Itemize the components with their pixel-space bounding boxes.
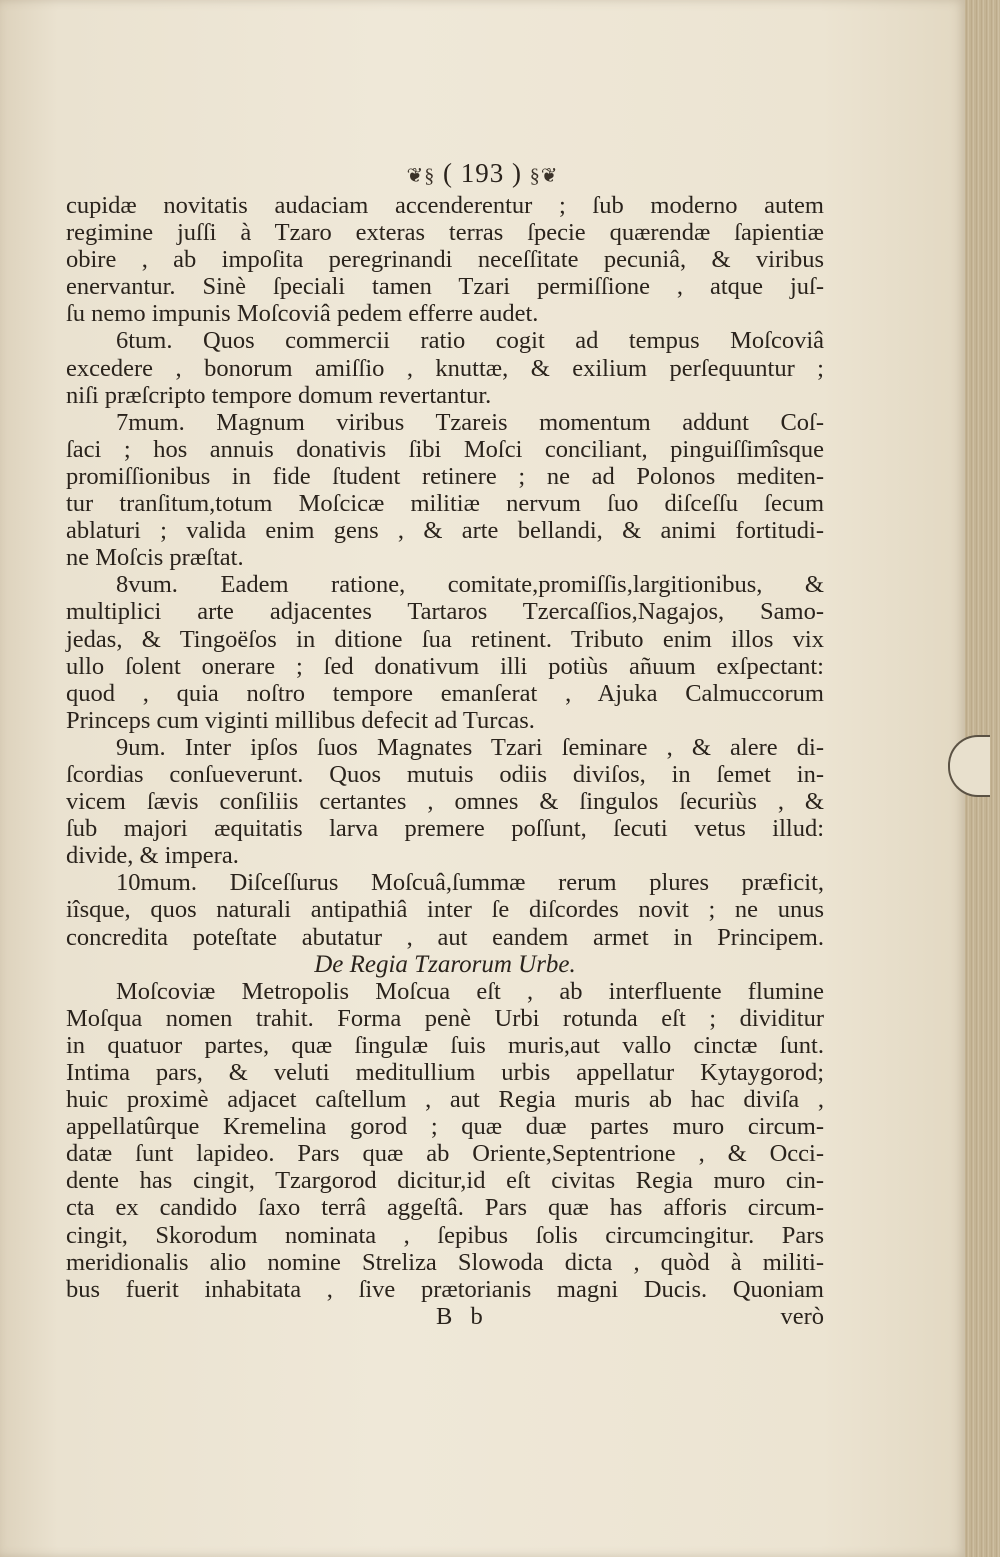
text-line: in quatuor partes, quæ ſingulæ ſuis muris,aut vallo cinctæ ſunt. bbox=[66, 1031, 824, 1059]
text-line: 8vum. Eadem ratione, comitate,promiſſis,largitionibus, & bbox=[116, 571, 824, 599]
text-line: cupidæ novitatis audaciam accenderentur ; ſub moderno autem bbox=[66, 192, 824, 219]
catchword: verò bbox=[780, 1302, 824, 1330]
text-line: jedas, & Tingoëſos in ditione ſua retinent. Tributo enim illos vix bbox=[66, 625, 824, 653]
text-line: ne Moſcis præſtat. bbox=[66, 544, 244, 572]
text-line: ſub majori æquitatis larva premere poſſunt, ſecuti vetus illud: bbox=[66, 815, 824, 843]
text-line: ſcordias conſueverunt. Quos mutuis odiis diviſos, in ſemet in- bbox=[66, 760, 824, 788]
text-line: regimine juſſi à Tzaro exteras terras ſpecie quærendæ ſapientiæ bbox=[66, 219, 824, 247]
text-line: obire , ab impoſita peregrinandi neceſſitate pecuniâ, & viribus bbox=[66, 246, 824, 274]
text-line: 10mum. Diſceſſurus Moſcuâ,ſummæ rerum plures præficit, bbox=[116, 869, 824, 897]
text-line: bus fuerit inhabitata , ſive prætorianis magni Ducis. Quoniam bbox=[66, 1275, 824, 1303]
text-line: niſi præſcripto tempore domum revertantur. bbox=[66, 381, 492, 409]
text-line: 7mum. Magnum viribus Tzareis momentum addunt Coſ- bbox=[116, 408, 824, 436]
text-line: excedere , bonorum amiſſio , knuttæ, & exilium perſequuntur ; bbox=[66, 354, 824, 382]
text-line: divide, & impera. bbox=[66, 842, 239, 870]
text-line: 6tum. Quos commercii ratio cogit ad tempus Moſcoviâ bbox=[116, 327, 824, 355]
page-number: ( 193 ) bbox=[443, 158, 522, 188]
text-line: huic proximè adjacet caſtellum , aut Regia muris ab hac diviſa , bbox=[66, 1086, 824, 1114]
text-line: ſaci ; hos annuis donativis ſibi Moſci conciliant, pinguiſſimîsque bbox=[66, 435, 824, 463]
text-line: enervantur. Sinè ſpeciali tamen Tzari permiſſione , atque juſ- bbox=[66, 273, 824, 301]
body-text bbox=[66, 192, 824, 1333]
text-line: appellatûrque Kremelina gorod ; quæ duæ partes muro circum- bbox=[66, 1113, 824, 1141]
section-heading: De Regia Tzarorum Urbe. bbox=[314, 950, 576, 978]
text-line: cingit, Skorodum nominata , ſepibus ſolis circumcingitur. Pars bbox=[66, 1221, 824, 1249]
text-line: Moſqua nomen trahit. Forma penè Urbi rotunda eſt ; dividitur bbox=[66, 1004, 824, 1032]
text-line: tur tranſitum,totum Moſcicæ militiæ nervum ſuo diſceſſu ſecum bbox=[66, 490, 824, 518]
text-line: quod , quia noſtro tempore emanſerat , Ajuka Calmuccorum bbox=[66, 679, 824, 707]
text-line: dente has cingit, Tzargorod dicitur,id eſt civitas Regia muro cin- bbox=[66, 1167, 824, 1195]
page-header bbox=[0, 158, 965, 189]
left-ornament-icon: ❦§ bbox=[406, 165, 436, 187]
text-line: ullo ſolent onerare ; ſed donativum illi potiùs añuum exſpectant: bbox=[66, 652, 824, 680]
text-line: Princeps cum viginti millibus defecit ad Turcas. bbox=[66, 706, 535, 734]
text-line: Moſcoviæ Metropolis Moſcua eſt , ab interfluente flumine bbox=[116, 977, 824, 1005]
signature-mark: B b bbox=[436, 1302, 489, 1330]
text-line: Intima pars, & veluti meditullium urbis appellatur Kytaygorod; bbox=[66, 1059, 824, 1086]
text-line: datæ ſunt lapideo. Pars quæ ab Oriente,Septentrione , & Occi- bbox=[66, 1140, 824, 1168]
text-line: meridionalis alio nomine Streliza Slowoda dicta , quòd à militi- bbox=[66, 1248, 824, 1276]
text-line: concredita poteſtate abutatur , aut eandem armet in Principem. bbox=[66, 923, 824, 951]
text-line: ſu nemo impunis Moſcoviâ pedem efferre audet. bbox=[66, 300, 539, 328]
text-line: cta ex candido ſaxo terrâ aggeſtâ. Pars quæ has afforis circum- bbox=[66, 1194, 824, 1222]
right-ornament-icon: §❦ bbox=[529, 165, 559, 187]
text-line: ablaturi ; valida enim gens , & arte bellandi, & animi fortitudi- bbox=[66, 517, 824, 545]
text-line: iîsque, quos naturali antipathiâ inter ſe diſcordes novit ; ne unus bbox=[66, 896, 824, 924]
text-line: promiſſionibus in fide ſtudent retinere ; ne ad Polonos mediten- bbox=[66, 462, 824, 490]
text-line: multiplici arte adjacentes Tartaros Tzercaſſios,Nagajos, Samo- bbox=[66, 598, 824, 626]
text-line: vicem ſævis conſiliis certantes , omnes & ſingulos ſecuriùs , & bbox=[66, 788, 824, 816]
text-line: 9um. Inter ipſos ſuos Magnates Tzari ſeminare , & alere di- bbox=[116, 733, 824, 761]
page-footer bbox=[66, 1303, 824, 1333]
